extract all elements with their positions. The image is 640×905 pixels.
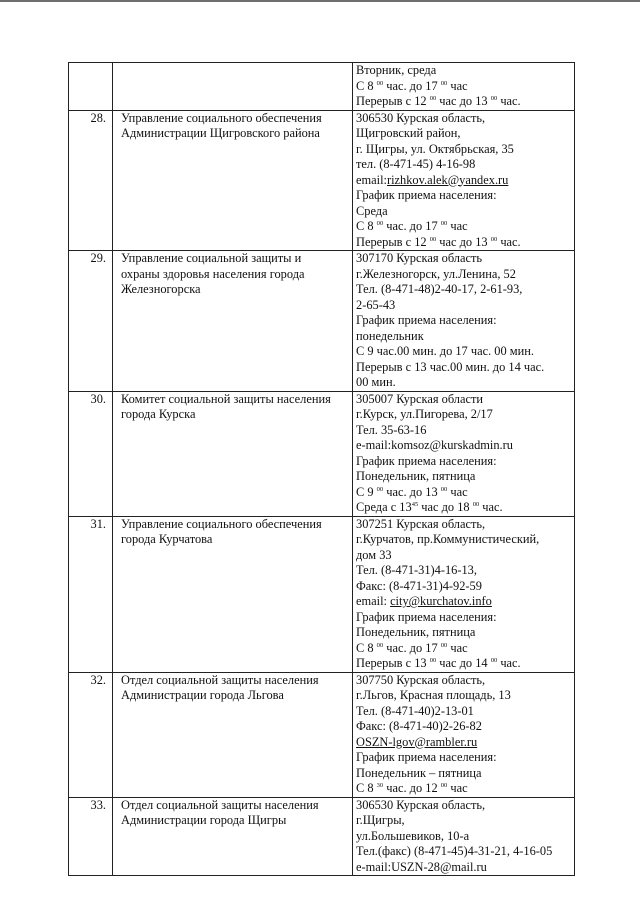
contact-line [356,548,572,564]
contact-line [356,313,572,329]
contact-text: Понедельник – пятница [356,765,482,780]
contact-line [356,813,572,829]
contact-line [356,625,572,641]
contact-line [356,79,572,95]
row-number: 32. [69,672,113,797]
contact-text: Перерыв с 13 [356,656,430,670]
table-row [69,516,575,672]
contact-line [356,142,572,158]
contact-details [353,251,575,392]
contact-text: С 8 [356,219,377,233]
contact-line [356,704,572,720]
row-number: 30. [69,391,113,516]
organization-name-line: Управление социальной защиты и [121,251,302,265]
contact-text: График приема населения: [356,313,497,327]
organization-name-line: Комитет социальной защиты населения [121,391,331,406]
row-number: 33. [69,797,113,876]
table-row [69,63,575,111]
contact-details [353,797,575,876]
contact-text: Тел. 35-63-16 [356,422,427,437]
contact-line [356,641,572,657]
contact-line [356,860,572,876]
contact-line [356,360,572,376]
contact-line [356,329,572,345]
contact-line [356,157,572,173]
organization-name-line: города Курчатова [121,532,213,546]
table-row [69,672,575,797]
contact-line [356,844,572,860]
table-row [69,797,575,876]
contact-details [353,516,575,672]
contact-text: час. [497,656,521,670]
contact-line [356,610,572,626]
contact-text: час. до 17 [383,640,441,655]
contact-details [353,110,575,251]
table-row [69,110,575,251]
email-link[interactable]: rizhkov.alek@yandex.ru [386,172,509,187]
contact-line [356,798,572,814]
time-minutes-superscript: 00 [429,95,437,102]
contact-line [356,267,572,283]
organization-name-line: Железногорска [121,282,201,296]
organization-name-line: Администрации города Льгова [121,688,284,702]
organization-name-line: Отдел социальной защиты населения [121,672,319,687]
contact-text: email: [356,594,391,608]
contact-line [356,485,572,501]
contact-text: час. до 12 [383,781,441,795]
time-minutes-superscript: 00 [376,641,384,649]
organization-name [113,110,353,251]
organization-name-line: Администрации города Щигры [121,813,287,827]
contact-text: Перерыв с 12 [356,94,430,108]
contact-text: г.Курчатов, пр.Коммунистический, [356,532,540,546]
contact-text: e-mail:USZN-28@mail.ru [356,859,487,874]
time-minutes-superscript: 00 [490,235,498,243]
contact-text: Щигровский район, [356,126,461,140]
contact-text: Понедельник, пятница [356,625,476,639]
contact-line [356,563,572,579]
contact-line [356,500,572,516]
contact-text: График приема населения: [356,188,497,202]
contact-text: час [447,640,468,655]
organization-name-line: Администрации Щигровского района [121,126,320,140]
contact-line [356,251,572,267]
contact-text: час [447,78,468,93]
row-number [69,63,113,111]
time-minutes-superscript: 00 [440,79,448,87]
contact-line [356,94,572,110]
contact-text: email: [356,172,387,187]
time-minutes-superscript: 00 [429,235,437,243]
contact-text: 2-65-43 [356,297,396,312]
email-link[interactable]: city@kurchatov.info [390,594,492,608]
contact-text: График приема населения: [356,609,497,624]
contact-text: Тел. (8-471-48)2-40-17, 2-61-93, [356,282,523,296]
contact-text: График приема населения: [356,750,497,764]
contact-details [353,672,575,797]
contact-text: Тел.(факс) (8-471-45)4-31-21, 4-16-05 [356,844,553,858]
contact-text: e-mail:komsoz@kurskadmin.ru [356,438,513,452]
contact-text: 307170 Курская область [356,251,483,265]
contact-text: час до 13 [436,234,491,249]
contact-text: 306530 Курская область, [356,110,486,125]
table-row [69,391,575,516]
contact-text: г.Щигры, [356,813,405,827]
contact-text: час [447,219,468,233]
contact-text: Тел. (8-471-31)4-16-13, [356,563,477,577]
organization-name [113,63,353,111]
contact-text: Факс: (8-471-31)4-92-59 [356,578,482,593]
organization-name-line: Управление социального обеспечения [121,516,322,531]
contact-text: Среда с 13 [356,500,412,514]
time-minutes-superscript: 45 [411,501,419,508]
contact-text: С 8 [356,78,377,93]
organization-name-line: Управление социального обеспечения [121,110,322,125]
contact-text: час до 18 [418,500,473,514]
contact-text: С 8 [356,781,377,795]
contact-line [356,375,572,391]
contact-line [356,766,572,782]
contact-line [356,298,572,314]
contact-line [356,173,572,189]
contact-text: Факс: (8-471-40)2-26-82 [356,719,482,733]
contact-line [356,781,572,797]
contact-line [356,579,572,595]
contact-text: График приема населения: [356,453,497,468]
contact-line [356,392,572,408]
table-row [69,251,575,392]
contact-line [356,750,572,766]
organization-name [113,251,353,392]
page-top-edge [0,0,640,2]
contact-text: час. [479,500,503,514]
contact-text: 00 мин. [356,375,396,389]
contact-text: Перерыв с 13 час.00 мин. до 14 час. [356,359,545,374]
contact-line [356,829,572,845]
contact-details [353,391,575,516]
time-minutes-superscript: 00 [376,485,384,493]
contact-text: г.Железногорск, ул.Ленина, 52 [356,266,516,281]
time-minutes-superscript: 00 [440,220,448,227]
contact-line [356,735,572,751]
contact-text: 307750 Курская область, [356,672,486,687]
organization-name-line: охраны здоровья населения города [121,266,305,281]
contact-text: С 9 час.00 мин. до 17 час. 00 мин. [356,344,534,358]
time-minutes-superscript: 30 [376,782,384,789]
contact-text: час. [497,234,521,249]
contact-text: час [447,484,468,499]
contact-text: Тел. (8-471-40)2-13-01 [356,703,474,718]
time-minutes-superscript: 00 [440,641,448,649]
contact-line [356,594,572,610]
contact-line [356,517,572,533]
contact-line [356,111,572,127]
social-services-table [68,62,575,876]
contact-line [356,673,572,689]
contact-line [356,454,572,470]
contact-text: тел. (8-471-45) 4-16-98 [356,157,476,171]
contact-text: час. до 17 [383,78,441,93]
contact-line [356,719,572,735]
contact-text: Перерыв с 12 [356,234,430,249]
contact-line [356,656,572,672]
contact-text: час [447,781,468,795]
row-number: 29. [69,251,113,392]
contact-line [356,532,572,548]
email-link[interactable]: OSZN-lgov@rambler.ru [356,734,478,749]
contact-line [356,188,572,204]
row-number: 28. [69,110,113,251]
contact-text: ул.Большевиков, 10-а [356,828,470,843]
contact-line [356,63,572,79]
contact-line [356,438,572,454]
contact-line [356,204,572,220]
contact-line [356,423,572,439]
contact-text: час до 13 [436,94,491,108]
contact-line [356,126,572,142]
contact-text: г. Щигры, ул. Октябрьская, 35 [356,141,514,156]
contact-text: г.Курск, ул.Пигорева, 2/17 [356,407,493,421]
organization-name [113,391,353,516]
contact-line [356,235,572,251]
contact-text: час. до 17 [383,219,441,233]
contact-line [356,469,572,485]
time-minutes-superscript: 00 [490,657,498,664]
contact-line [356,407,572,423]
contact-line [356,344,572,360]
contact-text: Вторник, среда [356,63,437,77]
contact-text: понедельник [356,328,424,343]
contact-line [356,282,572,298]
contact-text: С 9 [356,484,377,499]
contact-text: С 8 [356,640,377,655]
time-minutes-superscript: 00 [376,79,384,87]
contact-text: Понедельник, пятница [356,469,476,483]
contact-text: час. [497,94,521,108]
time-minutes-superscript: 00 [376,220,384,227]
contact-line [356,219,572,235]
time-minutes-superscript: 00 [490,95,498,102]
contact-text: 307251 Курская область, [356,516,486,531]
time-minutes-superscript: 00 [440,782,448,789]
contact-text: 305007 Курская области [356,391,484,406]
time-minutes-superscript: 00 [472,501,480,508]
organization-name [113,672,353,797]
contact-text: 306530 Курская область, [356,797,486,812]
contact-text: г.Льгов, Красная площадь, 13 [356,688,511,702]
contact-text: дом 33 [356,547,392,562]
organization-name-line: Отдел социальной защиты населения [121,797,319,812]
contact-text: Среда [356,203,388,218]
contact-text: час до 14 [436,656,491,670]
organization-name [113,516,353,672]
contact-details [353,63,575,111]
contact-text: час. до 13 [383,484,441,499]
row-number: 31. [69,516,113,672]
organization-name [113,797,353,876]
time-minutes-superscript: 00 [440,485,448,493]
organization-name-line: города Курска [121,407,196,421]
time-minutes-superscript: 00 [429,657,437,664]
contact-line [356,688,572,704]
